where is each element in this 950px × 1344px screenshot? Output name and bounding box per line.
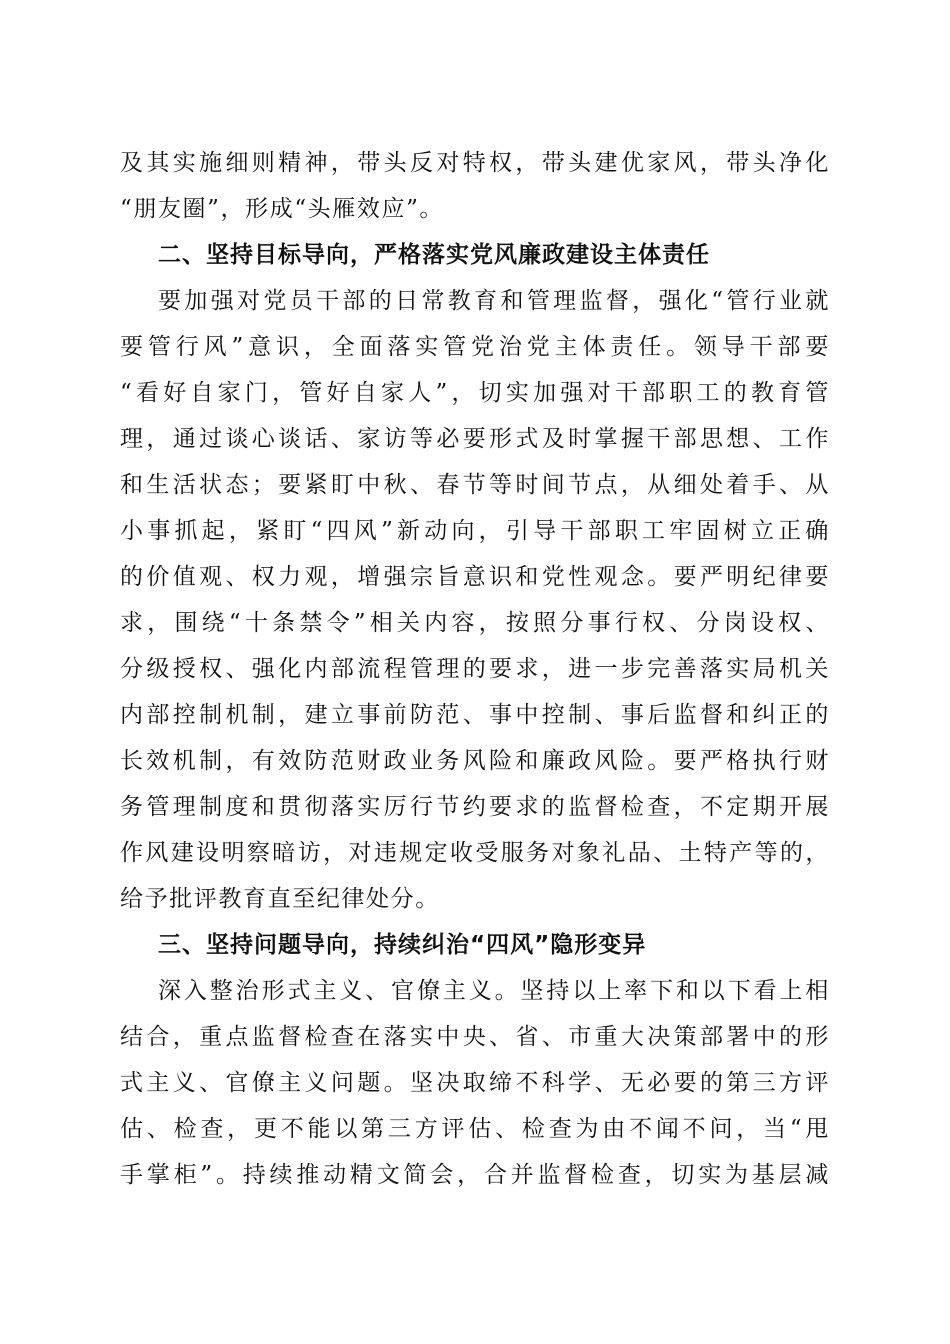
paragraph-line: 给予批评教育直至纪律处分。 <box>120 886 440 912</box>
paragraph-line: “看好自家门，管好自家人”，切实加强对干部职工的教育管 <box>120 380 830 406</box>
paragraph-line: 和生活状态；要紧盯中秋、春节等时间节点，从细处着手、从 <box>120 472 830 498</box>
paragraph-line: 要管行风”意识，全面落实管党治党主体责任。领导干部要 <box>120 334 830 360</box>
paragraph-line: “朋友圈”，形成“头雁效应”。 <box>120 196 445 222</box>
paragraph-line: 务管理制度和贯彻落实厉行节约要求的监督检查，不定期开展 <box>120 794 830 820</box>
paragraph-line: 估、检查，更不能以第三方评估、检查为由不闻不问，当“甩 <box>120 1116 830 1142</box>
paragraph-line: 手掌柜”。持续推动精文简会，合并监督检查，切实为基层减 <box>120 1162 830 1188</box>
paragraph-line: 分级授权、强化内部流程管理的要求，进一步完善落实局机关 <box>120 656 830 682</box>
paragraph-line: 的价值观、权力观，增强宗旨意识和党性观念。要严明纪律要 <box>120 564 830 590</box>
paragraph-line: 理，通过谈心谈话、家访等必要形式及时掌握干部思想、工作 <box>120 426 830 452</box>
paragraph-line: 及其实施细则精神，带头反对特权，带头建优家风，带头净化 <box>120 150 830 176</box>
paragraph-line: 式主义、官僚主义问题。坚决取缔不科学、无必要的第三方评 <box>120 1070 830 1096</box>
section-heading-3: 三、坚持问题导向，持续纠治“四风”隐形变异 <box>158 932 647 958</box>
paragraph-line: 深入整治形式主义、官僚主义。坚持以上率下和以下看上相 <box>158 978 830 1004</box>
paragraph-line: 求，围绕“十条禁令”相关内容，按照分事行权、分岗设权、 <box>120 610 830 636</box>
paragraph-line: 要加强对党员干部的日常教育和管理监督，强化“管行业就 <box>158 288 830 314</box>
paragraph-line: 作风建设明察暗访，对违规定收受服务对象礼品、土特产等的， <box>120 840 830 866</box>
paragraph-line: 内部控制机制，建立事前防范、事中控制、事后监督和纠正的 <box>120 702 830 728</box>
paragraph-line: 小事抓起，紧盯“四风”新动向，引导干部职工牢固树立正确 <box>120 518 830 544</box>
paragraph-line: 结合，重点监督检查在落实中央、省、市重大决策部署中的形 <box>120 1024 830 1050</box>
paragraph-line: 长效机制，有效防范财政业务风险和廉政风险。要严格执行财 <box>120 748 830 774</box>
section-heading-2: 二、坚持目标导向，严格落实党风廉政建设主体责任 <box>158 242 710 268</box>
